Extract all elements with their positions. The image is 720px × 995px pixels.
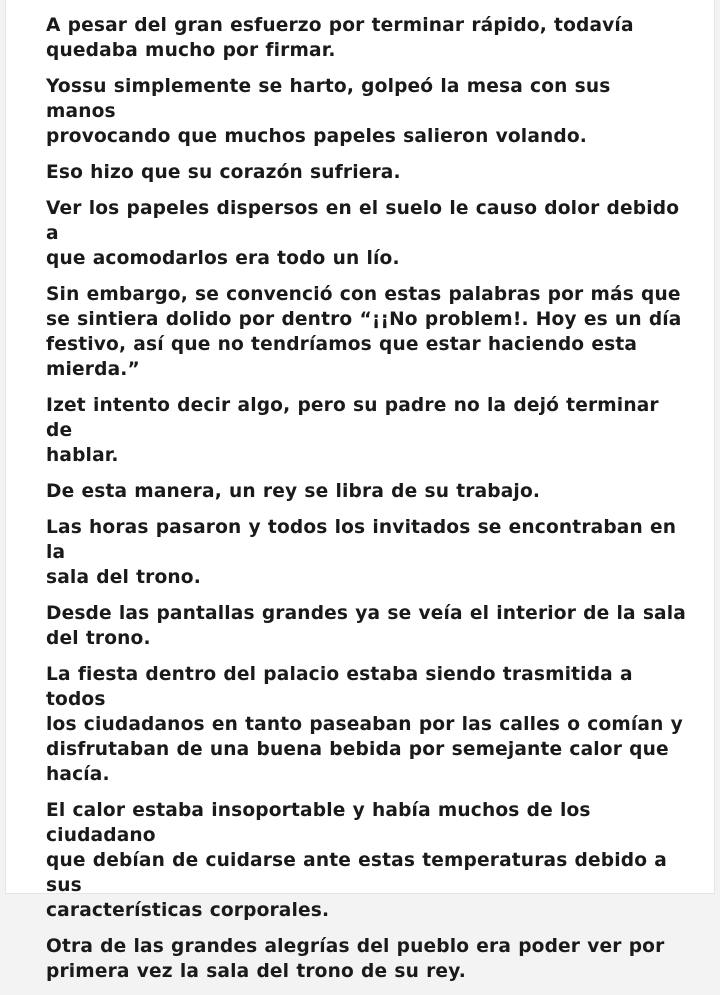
paragraph: Yossu simplemente se harto, golpeó la mesa con sus manos provocando que muchos papeles salieron volando. — [46, 76, 611, 147]
document-body — [46, 13, 686, 995]
paragraph: El calor estaba insoportable y había muchos de los ciudadano que debían de cuidarse ante estas temperaturas debido a sus características corporales. — [46, 800, 667, 921]
paragraph: Izet intento decir algo, pero su padre no la dejó terminar de hablar. — [46, 395, 659, 466]
paragraph: Sin embargo, se convenció con estas palabras por más que se sintiera dolido por dentro “¡¡No problem!. Hoy es un día festivo, así que no tendríamos que estar haciendo esta mierda.” — [46, 284, 682, 380]
paragraph: La fiesta dentro del palacio estaba siendo trasmitida a todos los ciudadanos en tanto paseaban por las calles o comían y disfrutaban de una buena bebida por semejante calor que hacía. — [46, 664, 683, 785]
document-page — [6, 0, 714, 982]
paragraph: Desde las pantallas grandes ya se veía el interior de la sala del trono. — [46, 603, 686, 649]
paragraph: Otra de las grandes alegrías del pueblo era poder ver por primera vez la sala del trono de su rey. — [46, 936, 665, 982]
paragraph: Ver los papeles dispersos en el suelo le causo dolor debido a que acomodarlos era todo un lío. — [46, 198, 680, 269]
paragraph: Las horas pasaron y todos los invitados se encontraban en la sala del trono. — [46, 517, 677, 588]
paragraph: A pesar del gran esfuerzo por terminar rápido, todavía quedaba mucho por firmar. — [46, 15, 634, 61]
paragraph: Eso hizo que su corazón sufriera. — [46, 162, 401, 183]
paragraph: De esta manera, un rey se libra de su trabajo. — [46, 481, 541, 502]
